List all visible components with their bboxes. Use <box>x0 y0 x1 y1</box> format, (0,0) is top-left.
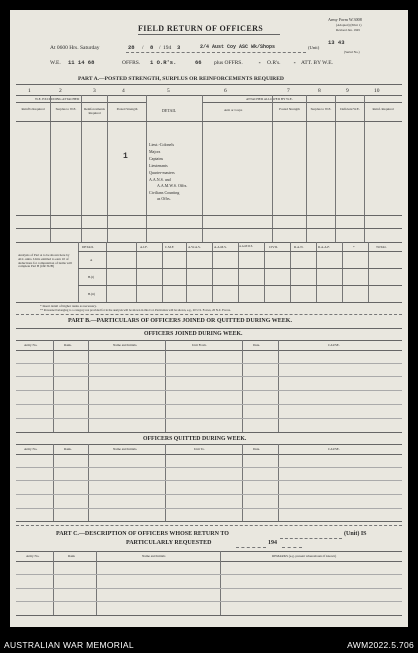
part-a-col-heads-1: Reinforcements Required <box>84 107 105 115</box>
rule-line <box>53 444 54 521</box>
part-a-analysis-heads-1: A.I.F. <box>140 245 148 249</box>
rule-line <box>242 444 243 521</box>
we-excl-heading: W.E. EXCLUDING ATTACHED <box>35 97 80 101</box>
part-a-col-heads-7: Deficient W.E. <box>340 107 360 111</box>
title-underline <box>138 34 280 35</box>
part-a-ranks-8: as Offrs. <box>157 196 171 201</box>
part-b-quitted-cols-0: Army No. <box>24 447 38 451</box>
rule-line <box>16 328 402 329</box>
part-b-quitted-cols-1: Rank. <box>64 447 72 451</box>
part-a-col-numbers-8: 9 <box>346 88 349 94</box>
rule-line <box>16 84 402 85</box>
part-a-col-numbers-0: 1 <box>28 88 31 94</box>
part-a-col-numbers-7: 8 <box>318 88 321 94</box>
part-a-col-numbers-2: 3 <box>93 88 96 94</box>
rule-line <box>280 538 342 539</box>
part-b-joined-cols-1: Rank. <box>64 343 72 347</box>
form-dash2: - <box>293 59 297 66</box>
or-value: 1 O.R's. <box>150 59 177 66</box>
rule-line <box>272 95 273 242</box>
rule-line <box>146 95 147 242</box>
rule-line <box>16 480 402 481</box>
part-a-col-numbers-5: 6 <box>224 88 227 94</box>
rule-line <box>16 350 402 351</box>
rule-line <box>16 404 402 405</box>
part-a-ranks-7: Civilians Counting <box>149 190 180 195</box>
rule-line <box>220 551 221 615</box>
serial-label: (Serial No.) <box>344 50 360 54</box>
part-a-analysis-heads-5: A.A.M.W.S. <box>239 245 253 248</box>
rule-line <box>81 95 82 242</box>
part-a-analysis-heads-8: R.A.A.F. <box>318 245 330 249</box>
rule-line <box>16 363 402 364</box>
part-b-quitted-cols-4: Date. <box>253 447 261 451</box>
part-b-heading: PART B.—PARTICULARS OF OFFICERS JOINED OR QUITTED DURING WEEK. <box>68 318 292 324</box>
part-a-ranks-4: Quarter-masters <box>149 170 175 175</box>
part-b-joined-cols-4: Date. <box>253 343 261 347</box>
part-a-col-numbers-1: 2 <box>59 88 62 94</box>
part-a-col-heads-6: Surplus to W.E. <box>310 107 332 111</box>
rule-line <box>16 508 402 509</box>
rule-line <box>202 95 203 242</box>
quitted-heading: OFFICERS QUITTED DURING WEEK. <box>143 436 247 442</box>
part-a-col-heads-4: Arm or Corps <box>224 108 243 112</box>
part-a-analysis-heads-6: CIVIL <box>269 245 278 249</box>
part-a-note1: * Insert detail of higher ranks as necessary. <box>40 304 97 308</box>
part-a-note2: ** Personnel belonging to a category not provided for in the analysis will be shown in this Col. Particulars will be shown, e.g., 20 U.S. Forces, 20 N.Z. Forces. <box>40 308 231 312</box>
part-a-row-labels-2: B.(ii) <box>88 292 96 296</box>
rule-line <box>16 418 402 419</box>
rule-line <box>236 547 266 548</box>
part-b-joined-cols-2: Name and Initials. <box>113 343 138 347</box>
rule-line <box>165 444 166 521</box>
rule-line <box>78 251 402 252</box>
analysis-note: Analysis of Part A to be shown here by ALL units. Units entitled to earn 10 of deductions for computation of items will complete Part B (OR SUB) <box>18 253 72 269</box>
part-c-cols-2: Name and Initials <box>142 554 166 558</box>
part-a-analysis-heads-4: A.A.M.S. <box>214 245 227 249</box>
part-a-ranks-5: A.A.N.S. and <box>149 177 171 182</box>
rule-line <box>16 494 402 495</box>
date-day: 28 <box>128 44 135 51</box>
offrs-label: OFFRS. <box>122 60 141 66</box>
ors-label: O.R's. <box>267 60 281 66</box>
rule-line <box>16 454 402 455</box>
part-a-col-numbers-9: 10 <box>374 88 380 94</box>
part-a-ranks-6: A.A.M.W.S. Offrs. <box>157 183 188 188</box>
part-b-quitted-cols-5: CAUSE. <box>328 447 340 451</box>
att-label: ATT. BY W.E. <box>301 60 333 66</box>
part-a-analysis-heads-10: TOTAL <box>376 245 387 249</box>
part-a-col-numbers-3: 4 <box>122 88 125 94</box>
rule-line <box>16 467 402 468</box>
posted-strength-value: 1 <box>123 152 128 161</box>
rule-line <box>126 52 306 53</box>
part-a-col-heads-5: Posted Strength <box>279 107 300 111</box>
form-number: Army Form W.3008 <box>328 17 362 22</box>
footer-institution: AUSTRALIAN WAR MEMORIAL <box>4 640 134 650</box>
part-a-ranks-0: Lieut.-Colonels <box>149 142 174 147</box>
unit-name: 2/4 Aust Coy ASC Wk/Shops <box>200 44 276 50</box>
part-c-year: 194 <box>268 540 277 546</box>
part-a-row-labels-1: B.(i) <box>88 275 95 279</box>
rule-line <box>78 268 402 269</box>
joined-heading: OFFICERS JOINED DURING WEEK. <box>144 331 243 337</box>
part-a-col-heads-8: Reinf. Required <box>372 107 394 111</box>
part-c-heading-2: PARTICULARLY REQUESTED <box>126 540 212 546</box>
part-c-unit-is: (Unit) IS <box>344 531 367 537</box>
part-a-ranks-3: Lieutenants <box>149 163 168 168</box>
rule-line <box>16 444 402 445</box>
part-c-cols-1: Rank <box>68 554 75 558</box>
rule-line <box>364 95 365 242</box>
part-a-row-labels-0: A <box>90 258 93 262</box>
part-a-analysis-heads-0: DETAIL <box>82 245 94 249</box>
rule-line <box>16 588 402 589</box>
rule-line <box>16 228 402 229</box>
attached-heading: ATTACHED ALLOWED BY W.E. <box>246 97 293 101</box>
rule-line <box>78 285 402 286</box>
part-a-col-heads-2: Posted Strength <box>116 107 138 111</box>
part-a-analysis-heads-7: R.A.N. <box>294 245 304 249</box>
rule-line <box>16 521 402 522</box>
part-a-col-heads-0: Surplus to W.E. <box>55 107 77 111</box>
part-c-cols-0: Army No. <box>26 554 40 558</box>
part-b-quitted-cols-3: Unit To. <box>194 447 205 451</box>
plus-offrs: plus OFFRS. <box>214 60 243 66</box>
part-a-ranks-1: Majors <box>149 149 161 154</box>
detail-heading: DETAIL <box>162 108 177 113</box>
part-b-quitted-cols-2: Name and Initials. <box>113 447 138 451</box>
rule-line <box>282 547 302 548</box>
form-title: FIELD RETURN OF OFFICERS <box>138 24 264 33</box>
rule-line <box>50 95 51 242</box>
year-prefix: 194 <box>163 45 172 51</box>
form-sheet: Army Form W.3008 (Adopted) (Print 1) Revised Jan. 1945 FIELD RETURN OF OFFICERS At 0600 Hrs. Saturday 28 / 8 / 194 3 2/4 Aust Coy ASC Wk/Shops 13 43 (Unit) (Serial No.) W.E. 11 14 68 OFFRS. 1 O.R's. 66 plus OFFRS. - O.R's. - ATT. BY W.E. PART A.—POSTED STRENGTH, SURPLUS OR REINFORCEMENTS REQUIRED 1 2 3 4 5 6 7 8 9 10 W.E. EXCLUDING ATTACHED ATTACHED ALLOWED BY W.E. Reinf'ts Required Surplus to W.E. Reinforcements Required Posted Strength DETAIL Arm or Corps Posted Strength Surplus to W.E. Deficient W.E. Reinf. Required 1 Lieut.-Colonels Majors Captains Lieutenants Quarter-masters A.A.N.S. and A.A.M.W.S. Offrs. Civilians Counting as Offrs. Analysis of Part A to be shown here by ALL units. Units entitled to earn 10 of deductions for computation of items will complete Part B (OR SUB) DETAIL A.I.F. C.M.F. A.W.A.S. A.A.M.S. A.A.M.W.S. CIVIL R.A.N. R.A.A.F. * TOTAL A B.(i) B.(ii) * Insert detail of higher ranks as necessary. ** Personnel belonging to a category not provided for in the analysis will be shown in this Col. Particulars will be shown, e.g., 20 U.S. Forces, 20 N.Z. Forces. PART B.—PARTICULARS OF OFFICERS JOINED OR QUITTED DURING WEEK. OFFICERS JOINED DURING WEEK. Army No. Rank. Name and Initials. Unit From. Date. CAUSE. OFFICERS QUITTED DURING WEEK. Army No. Rank. Name and Initials. Unit To. Date. CAUSE. PART C.—DESCRIPTION OF OFFICERS WHOSE RETURN TO (Unit) IS PARTICULARLY REQUESTED 194 Army No. Rank Name and Initials REMARKS (e.g. present whereabouts if known) <box>10 10 408 627</box>
part-a-analysis-heads-9: * <box>353 245 355 249</box>
part-a-ranks-2: Captains <box>149 156 163 161</box>
part-a-analysis-heads-3: A.W.A.S. <box>188 245 201 249</box>
rule-line <box>16 215 402 216</box>
form-adopted: (Adopted) (Print 1) <box>336 23 362 27</box>
rule-line <box>16 551 402 552</box>
rule-line <box>278 444 279 521</box>
rule-line <box>16 376 402 377</box>
date-month: 8 <box>150 44 154 51</box>
form-revised: Revised Jan. 1945 <box>336 28 361 32</box>
rule-line <box>306 95 307 242</box>
part-c-cols-3: REMARKS (e.g. present whereabouts if known) <box>272 554 337 558</box>
rule-line <box>16 525 402 526</box>
we-values: 11 14 68 <box>68 59 95 66</box>
footer-accession: AWM2022.5.706 <box>347 640 414 650</box>
rule-line <box>202 102 402 103</box>
rule-line <box>16 432 402 433</box>
serial-value: 13 43 <box>328 39 345 46</box>
rule-line <box>335 95 336 242</box>
rule-line <box>88 444 89 521</box>
part-a-col-head-1: Reinf'ts Required <box>21 107 45 111</box>
rule-line <box>16 95 402 96</box>
part-a-col-numbers-6: 7 <box>287 88 290 94</box>
rule-line <box>16 121 402 122</box>
part-c-heading-1: PART C.—DESCRIPTION OF OFFICERS WHOSE RETURN TO <box>56 531 229 537</box>
or2-value: 66 <box>195 59 202 66</box>
part-b-joined-cols-3: Unit From. <box>192 343 207 347</box>
rule-line <box>16 601 402 602</box>
part-a-analysis-heads-2: C.M.F. <box>165 245 175 249</box>
unit-label: (Unit) <box>308 45 320 50</box>
rule-line <box>16 390 402 391</box>
rule-line <box>16 302 402 303</box>
rule-line <box>16 574 402 575</box>
part-b-joined-cols-0: Army No. <box>24 343 38 347</box>
rule-line <box>96 551 97 615</box>
part-b-joined-cols-5: CAUSE. <box>328 343 340 347</box>
rule-line <box>107 95 108 242</box>
rule-line <box>16 615 402 616</box>
year-suffix: 3 <box>177 44 181 51</box>
rule-line <box>16 242 402 243</box>
part-a-heading: PART A.—POSTED STRENGTH, SURPLUS OR REINFORCEMENTS REQUIRED <box>78 76 284 82</box>
rule-line <box>16 314 402 315</box>
at-line: At 0600 Hrs. Saturday <box>50 45 100 51</box>
form-dash1: - <box>258 59 262 66</box>
we-label: W.E. <box>50 60 61 66</box>
part-a-col-numbers-4: 5 <box>167 88 170 94</box>
rule-line <box>53 551 54 615</box>
rule-line <box>16 561 402 562</box>
rule-line <box>16 340 402 341</box>
